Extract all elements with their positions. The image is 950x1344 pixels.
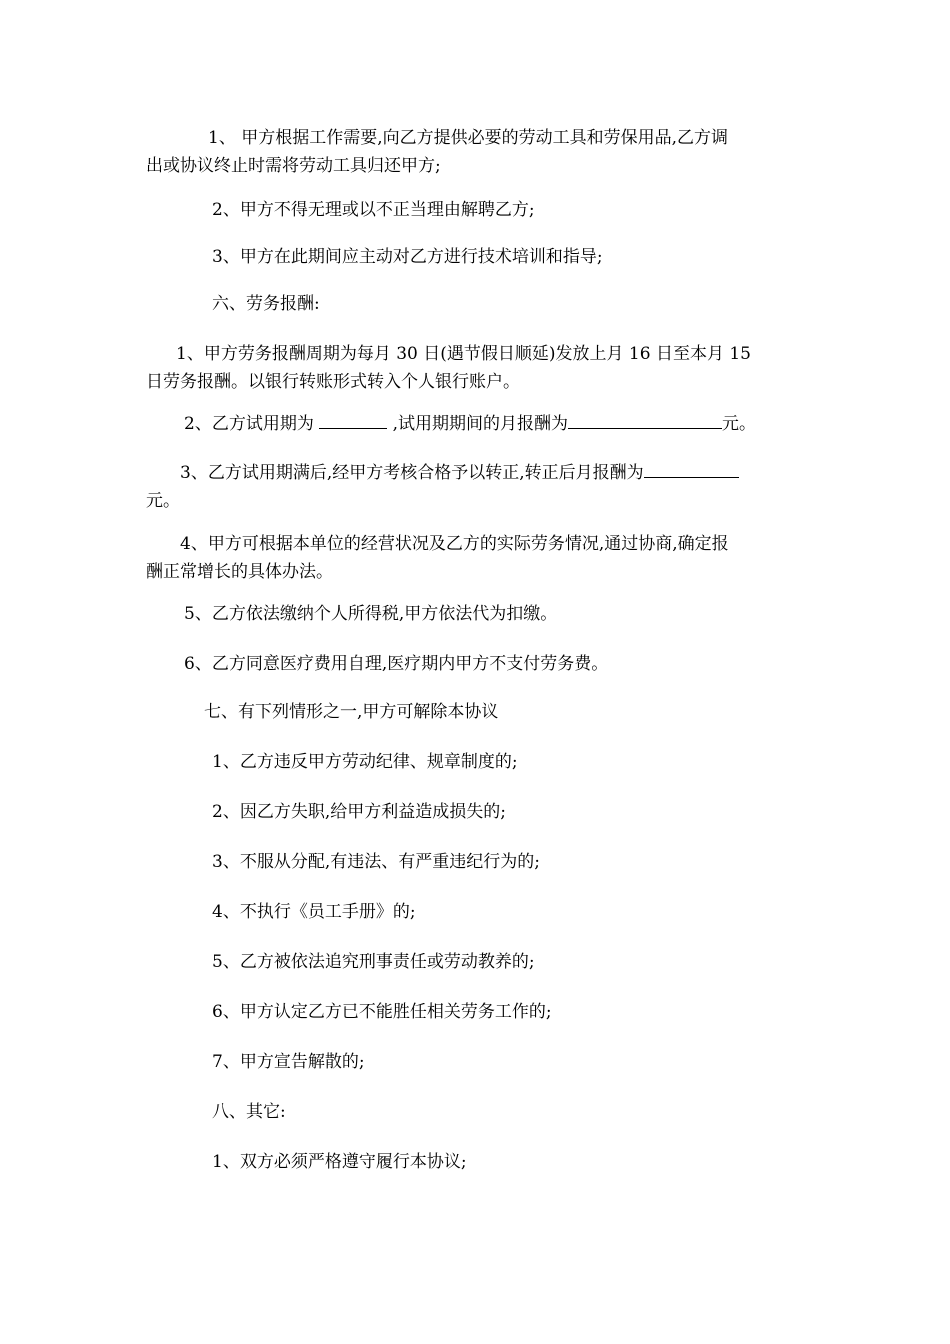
text-line: 酬正常增长的具体办法。 (146, 562, 333, 582)
probation-salary-blank[interactable] (568, 410, 722, 429)
text-fragment: 元。 (722, 414, 757, 434)
probation-period-blank[interactable] (319, 410, 387, 429)
clause-6-item-2 (146, 410, 848, 438)
text-line: 日劳务报酬。以银行转账形式转入个人银行账户。 (146, 372, 520, 392)
text-fragment: 2、乙方试用期为 (184, 414, 320, 434)
clause-8-item-1: 1、双方必须严格遵守履行本协议; (212, 1152, 467, 1172)
regular-salary-blank[interactable] (644, 459, 739, 478)
clause-6-item-1 (146, 340, 810, 396)
clause-7-item-6: 6、甲方认定乙方已不能胜任相关劳务工作的; (212, 1002, 552, 1022)
clause-6-item-3 (146, 459, 810, 515)
clause-5-item-1 (146, 124, 810, 180)
clause-5-item-2: 2、甲方不得无理或以不正当理由解聘乙方; (212, 200, 535, 220)
text-line: 出或协议终止时需将劳动工具归还甲方; (146, 156, 441, 176)
clause-6-item-5: 5、乙方依法缴纳个人所得税,甲方依法代为扣缴。 (184, 604, 558, 624)
text-fragment: 3、乙方试用期满后,经甲方考核合格予以转正,转正后月报酬为 (180, 463, 644, 483)
text-line: 1、甲方劳务报酬周期为每月 30 日(遇节假日顺延)发放上月 16 日至本月 15 (176, 344, 751, 364)
text-line: 4、甲方可根据本单位的经营状况及乙方的实际劳务情况,通过协商,确定报 (180, 534, 729, 554)
clause-6-item-6: 6、乙方同意医疗费用自理,医疗期内甲方不支付劳务费。 (184, 654, 609, 674)
clause-7-item-7: 7、甲方宣告解散的; (212, 1052, 365, 1072)
clause-7-item-2: 2、因乙方失职,给甲方利益造成损失的; (212, 802, 506, 822)
text-line: 1、 甲方根据工作需要,向乙方提供必要的劳动工具和劳保用品,乙方调 (208, 128, 729, 148)
section-7-heading: 七、有下列情形之一,甲方可解除本协议 (204, 702, 499, 722)
text-line: 元。 (146, 491, 180, 511)
clause-7-item-5: 5、乙方被依法追究刑事责任或劳动教养的; (212, 952, 535, 972)
clause-5-item-3: 3、甲方在此期间应主动对乙方进行技术培训和指导; (212, 247, 603, 267)
clause-7-item-3: 3、不服从分配,有违法、有严重违纪行为的; (212, 852, 540, 872)
clause-7-item-1: 1、乙方违反甲方劳动纪律、规章制度的; (212, 752, 518, 772)
section-6-heading: 六、劳务报酬: (212, 294, 320, 314)
section-8-heading: 八、其它: (212, 1102, 286, 1122)
clause-7-item-4: 4、不执行《员工手册》的; (212, 902, 416, 922)
text-fragment: ,试用期期间的月报酬为 (387, 414, 569, 434)
clause-6-item-4 (146, 530, 810, 586)
text-line (146, 459, 810, 487)
